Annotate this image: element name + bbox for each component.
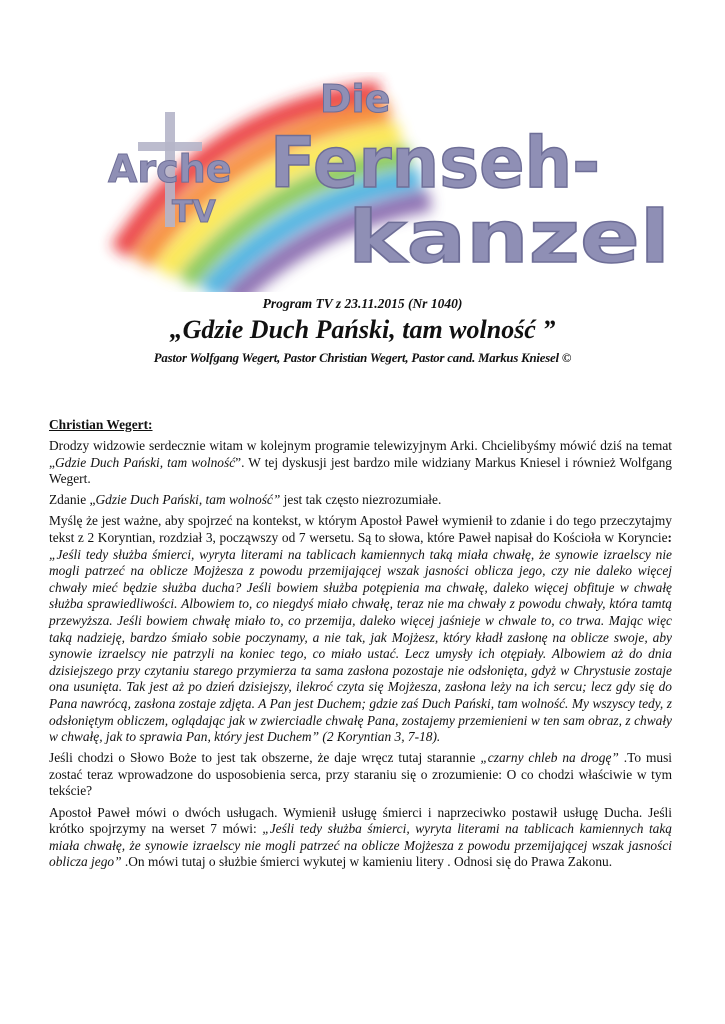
paragraph-3-scripture-quote: „Jeśli tedy służba śmierci, wyryta literami na tablicach kamiennych taką miała chwałę, że synowie izraelscy nie mogli patrzeć na oblicze Mojżesza z powodu przemijającej wszak jasności oblicza jego, czy nie daleko więcej chwały mieć będzie służba ducha? Jeśli bowiem służba potępienia ma chwałę, daleko więcej obfituje w chwałę służba sprawiedliwości. Albowiem to, co niegdyś miało chwałę, teraz nie ma chwały z powodu chwały, która tamtą przewyższa. Jeśli bowiem chwałę miało to, co przemija, daleko więcej jaśnieje w chwale to, co trwa. Mając więc taką nadzieję, bardzo śmiało sobie poczynamy, a nie tak, jak Mojżesz, który kładł zasłonę na oblicze swoje, aby synowie izraelscy nie patrzyli na koniec tego, co miało ustać. Lecz umysły ich otępiały. Albowiem aż do dnia dzisiejszego przy czytaniu starego przymierza ta sama zasłona pozostaje nie odsłonięta, gdyż w Chrystusie zostaje ona usunięta. Tak jest aż po dzień dzisiejszy, ilekroć czyta się Mojżesza, zasłona leży na ich sercu; lecz gdy się do Pana nawrócą, zasłona zostaje zdjęta. A Pan jest Duchem; gdzie zaś Duch Pański, tam wolność. My wszyscy tedy, z odsłoniętym obliczem, oglądając jak w zwierciadle chwałę Pana, zostajemy przemienieni w ten sam obraz, z chwały w chwałę, jak to sprawia Pan, który jest Duchem” (2 Koryntian 3, 7-18). — [49, 546, 672, 745]
paragraph-5 — [49, 805, 672, 871]
paragraph-4-text-end: .To musi zostać teraz wprowadzone do usposobienia serca, przy staraniu się o zrozumienie: O co chodzi właściwie w tym tekście? — [49, 750, 673, 799]
logo-word-die: Die — [320, 77, 391, 121]
logo-word-fernseh: Fernseh- — [270, 122, 600, 204]
paragraph-4-quote: „czarny chleb na drogę” — [480, 750, 619, 766]
paragraph-1-quote: Gdzie Duch Pański, tam wolność — [54, 454, 236, 470]
paragraph-1-text: Drodzy widzowie serdecznie witam w kolejnym programie telewizyjnym Arki. Chcielibyśmy mówić dziś na temat „ — [49, 438, 672, 470]
paragraph-2-text-end: jest tak często niezrozumiałe. — [280, 492, 442, 508]
paragraph-4 — [49, 750, 672, 800]
logo-word-kanzel: kanzel — [348, 195, 670, 279]
paragraph-2-quote: Gdzie Duch Pański, tam wolność” — [95, 492, 281, 508]
arche-tv-logo — [80, 72, 680, 292]
logo-word-arche: Arche — [108, 147, 232, 191]
document-header — [40, 296, 685, 366]
authors-line: Pastor Wolfgang Wegert, Pastor Christian Wegert, Pastor cand. Markus Kniesel © — [153, 350, 572, 365]
paragraph-5-text-end: .On mówi tutaj o służbie śmierci wykutej w kamieniu litery . Odnosi się do Prawa Zakonu. — [121, 854, 613, 870]
program-date: Program TV z 23.11.2015 (Nr 1040) — [262, 296, 463, 311]
paragraph-1-text-end: ”. W tej dyskusji jest bardzo mile widziany Markus Kniesel i również Wolfgang Wegert. — [49, 454, 672, 487]
paragraph-4-text: Jeśli chodzi o Słowo Boże to jest tak obszerne, że daje wręcz tutaj starannie — [49, 750, 481, 766]
paragraph-1 — [49, 438, 672, 488]
paragraph-5-text: Apostoł Paweł mówi o dwóch usługach. Wymienił usługę śmierci i naprzeciwko postawił usługę Ducha. Jeśli krótko spojrzymy na werset 7 mówi: — [49, 804, 672, 837]
paragraph-2 — [49, 492, 672, 509]
document-title: „Gdzie Duch Pański, tam wolność ” — [169, 315, 556, 344]
paragraph-3-colon: : — [667, 530, 672, 546]
paragraph-2-text: Zdanie „ — [49, 492, 96, 508]
paragraph-3 — [49, 513, 672, 745]
logo-word-tv: TV — [172, 195, 216, 230]
paragraph-3-text: Myślę że jest ważne, aby spojrzeć na kontekst, w którym Apostoł Paweł wymienił to zdanie i do tego przeczytajmy tekst z 2 Koryntian, rozdział 3, począwszy od 7 wersetu. Są to słowa, które Paweł napisał do Kościoła w Koryncie — [49, 513, 672, 546]
document-body — [49, 417, 672, 875]
speaker-name: Christian Wegert: — [49, 417, 153, 432]
paragraph-5-quote: „Jeśli tedy służba śmierci, wyryta literami na tablicach kamiennych taką miała chwałę, że synowie izraelscy nie mogli patrzeć na oblicze Mojżesza z powodu przemijającej wszak jasności oblicza jego” — [49, 821, 673, 870]
